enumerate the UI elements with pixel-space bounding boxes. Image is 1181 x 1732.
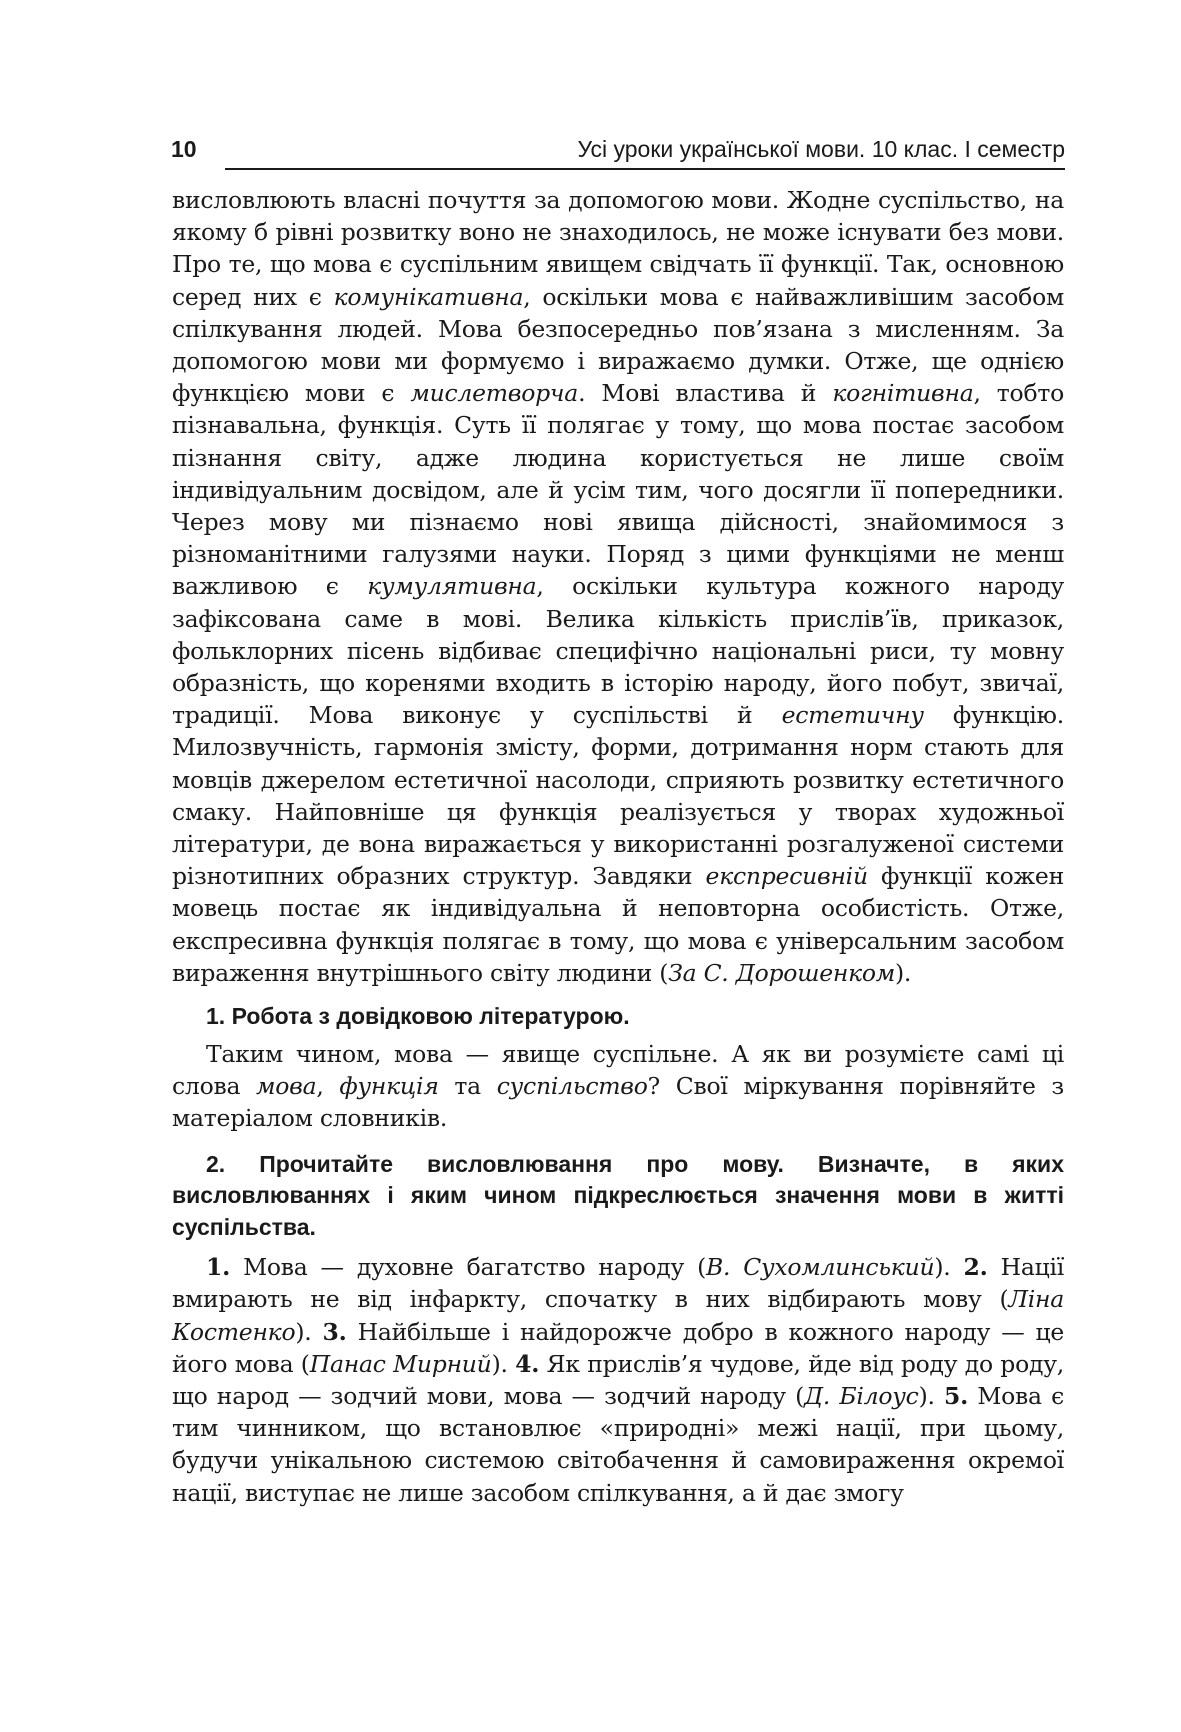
quote-text: Як прислів’я чудове, йде від роду до роду, що народ — зодчий мови, мова — зодчий народу (: [172, 1349, 1064, 1410]
task-1-paragraph: [172, 1038, 1064, 1135]
text-run: функцію. Милозвучність, гармонія змісту, форми, дотримання норм стають для мовців джерелом естетичної насолоди, сприяють розвитку естетичного смаку. Найповніше ця функція реалізується у творах художньої літератури, де вона виражається у використанні розгалуженої системи різнотипних образних структур. Завдяки: [172, 701, 1064, 891]
text-run: ).: [918, 1382, 944, 1410]
page-content: [172, 184, 1064, 1509]
text-run: Таким чином, мова — явище суспільне. А як ви розумієте самі ці слова: [172, 1040, 1064, 1101]
quote-author: Ліна Костенко: [172, 1285, 1064, 1346]
source-citation: За С. Дорошенком: [668, 958, 896, 987]
text-run: ).: [934, 1253, 964, 1282]
text-run: функції кожен мовець постає як індивідуальна й неповторна особистість. Отже, експресивна функція полягає в тому, що мова є універсальним засобом вираження внутрішнього світу людини (: [172, 862, 1064, 987]
word-mova: мова: [256, 1072, 317, 1101]
word-society: суспільство: [496, 1072, 648, 1101]
quote-text: Найбільше і найдорожче добро в кожного народу — це його мова (: [172, 1317, 1064, 1378]
text-run: , оскільки культура кожного народу зафіксована саме в мові. Велика кількість прислів’їв, приказок, фольклорних пісень відбиває специфічно національні риси, ту мовну образність, що коренями входить в історію народу, його побут, звичаї, традиції. Мова виконує у суспільстві й: [172, 572, 1064, 730]
text-run: ? Свої міркування порівняйте з матеріалом словників.: [172, 1072, 1065, 1133]
quote-text: Мова — духовне багатство народу (: [230, 1253, 707, 1282]
text-run: та: [438, 1072, 497, 1101]
text-run: ).: [295, 1317, 323, 1346]
intro-paragraph: [172, 184, 1064, 989]
quotes-paragraph: [172, 1251, 1064, 1509]
quote-text: Нації вмирають не від інфаркту, спочатку в них відбирають мову (: [172, 1253, 1065, 1314]
task-2-heading: 2. Прочитайте висловлювання про мову. Визначте, в яких висловлюваннях і яким чином підкреслюється значення мови в житті суспільства.: [172, 1150, 1064, 1240]
page-number: 10: [171, 136, 197, 162]
quote-number: 4.: [515, 1349, 540, 1378]
running-title: Усі уроки української мови. 10 клас. І семестр: [577, 136, 1065, 162]
term-thought-forming: мислетворча: [410, 379, 579, 408]
term-cognitive: когнітивна: [832, 379, 974, 408]
quote-number: 1.: [206, 1253, 231, 1282]
word-function: функція: [339, 1072, 439, 1101]
text-run: . Мові властива й: [578, 379, 833, 408]
text-run: , тобто пізнавальна, функція. Суть її полягає у тому, що мова постає засобом пізнання світу, адже людина користується не лише своїм індивідуальним досвідом, але й усім тим, чого досягли її попередники. Через мову ми пізнаємо нові явища дійсності, знайомимося з різноманітними галузями науки. Поряд з цими функціями не менш важливою є: [172, 379, 1064, 601]
quote-text: Мова є тим чинником, що встановлює «природні» межі нації, при цьому, будучи унікальною системою світобачення й самовираження окремої нації, виступає не лише засобом спілкування, а й дає змогу: [172, 1382, 1064, 1507]
page-header: [171, 130, 1065, 170]
header-rule: [225, 168, 1065, 170]
quote-number: 3.: [322, 1317, 347, 1346]
quote-author: В. Сухомлинський: [706, 1253, 935, 1282]
text-run: ,: [316, 1072, 340, 1101]
text-run: висловлюють власні почуття за допомогою мови. Жодне суспільство, на якому б рівні розвитку воно не знаходилось, не може існувати без мови. Про те, що мова є суспільним явищем свідчать її функції. Так, основною серед них є: [172, 186, 1064, 311]
term-aesthetic: естетичну: [781, 701, 924, 730]
term-cumulative: кумулятивна: [367, 572, 537, 601]
text-run: ).: [491, 1349, 516, 1378]
task-1-heading: 1. Робота з довідковою літературою.: [206, 1003, 630, 1030]
quote-number: 5.: [944, 1382, 969, 1410]
term-communicative: комунікативна: [333, 282, 524, 311]
text-run: ).: [895, 958, 912, 987]
quote-author: Д. Білоус: [804, 1382, 919, 1410]
text-run: , оскільки мова є найважливішим засобом спілкування людей. Мова безпосередньо пов’язана з мисленням. За допомогою мови ми формуємо і виражаємо думки. Отже, ще однією функцією мови є: [172, 282, 1064, 408]
quote-number: 2.: [963, 1253, 988, 1282]
quote-author: Панас Мирний: [309, 1349, 492, 1378]
term-expressive: експресивній: [705, 862, 868, 891]
